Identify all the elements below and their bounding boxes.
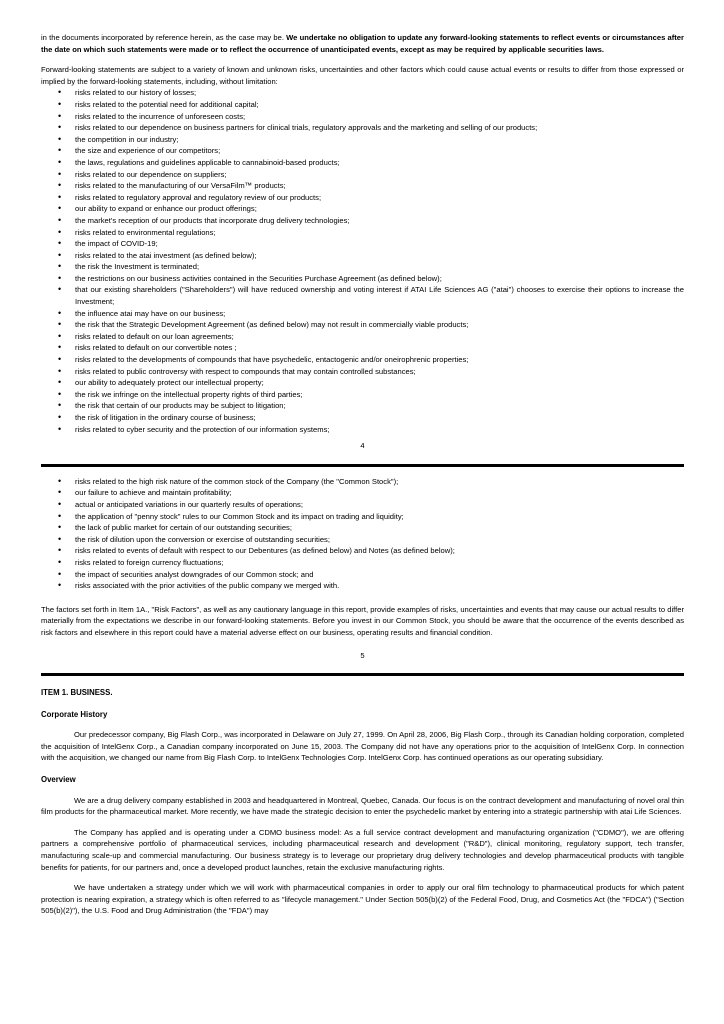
list-item: • the risk that the Strategic Development Agreement (as defined below) may not result in commercially viable products;: [41, 319, 684, 331]
overview-paragraph-3: We have undertaken a strategy under which we will work with pharmaceutical companies in order to apply our oral film technology to pharmaceutical products for which patent protection is nearing expiration, a strategy which is often referred to as "lifecycle management." Under Section 505(b)(2) of the Federal Food, Drug, and Cosmetics Act (the "FDCA") ("Section 505(b)(2)"), the U.S. Food and Drug Administration (the "FDA") may: [41, 883, 684, 916]
intro-text: in the documents incorporated by reference herein, as the case may be.: [41, 33, 287, 42]
list-item: • the impact of securities analyst downgrades of our Common stock; and: [41, 569, 684, 581]
overview-paragraph-2: The Company has applied and is operating under a CDMO business model: As a full service contract development and manufacturing organization ("CDMO"), we are offering partners a comprehensive portfolio of pharmaceutical services, including pharmaceutical research and development ("R&D"), clinical monitoring, regulatory support, tech transfer, manufacturing scale-up and commercial manufacturing. Our business strategy is to leverage our proprietary drug delivery technologies and develop pharmaceutical products with tangible benefits for patients, for our partners and, once a developed product launches, retain the exclusive manufacturing rights.: [41, 827, 684, 872]
list-item: • risks related to environmental regulations;: [41, 227, 684, 239]
list-item: • risks related to events of default with respect to our Debentures (as defined below) and Notes (as defined below);: [41, 545, 684, 557]
list-item: • the risk we infringe on the intellectual property rights of third parties;: [41, 389, 684, 401]
page-number: 4: [360, 441, 365, 451]
intro-paragraph: [41, 32, 684, 55]
list-item: • the market's reception of our products that incorporate drug delivery technologies;: [41, 215, 684, 227]
list-item: • risks related to the high risk nature of the common stock of the Company (the "Common Stock");: [41, 476, 684, 488]
risks-intro-paragraph: Forward-looking statements are subject to a variety of known and unknown risks, uncertainties and other factors which could cause actual events or results to differ from those expressed or implied by the forward-looking statements, including, without limitation:: [41, 65, 684, 86]
page-divider: [41, 673, 684, 676]
list-item: • risks associated with the prior activities of the public company we merged with.: [41, 580, 684, 592]
page-number: 5: [360, 650, 365, 660]
list-item: • the risk the Investment is terminated;: [41, 261, 684, 273]
list-item: • risks related to the potential need for additional capital;: [41, 99, 684, 111]
list-item: • the application of "penny stock" rules to our Common Stock and its impact on trading and liquidity;: [41, 511, 684, 523]
list-item: • risks related to default on our convertible notes ;: [41, 342, 684, 354]
list-item: • the competition in our industry;: [41, 134, 684, 146]
list-item: • risks related to our dependence on business partners for clinical trials, regulatory approvals and the marketing and selling of our products;: [41, 122, 684, 134]
overview-paragraph-1: We are a drug delivery company established in 2003 and headquartered in Montreal, Quebec, Canada. Our focus is on the contract development and manufacturing of novel oral thin film products for the pharmaceutical market. More recently, we have made the strategic decision to enter the psychedelic market by entering into a strategic partnership with atai Life Sciences.: [41, 795, 684, 817]
overview-heading: Overview: [41, 775, 76, 785]
list-item: • risks related to the manufacturing of our VersaFilm™ products;: [41, 180, 684, 192]
list-item: • that our existing shareholders ("Shareholders") will have reduced ownership and voting interest if ATAI Life Sciences AG ("atai") chooses to exercise their options to increase the Investment;: [41, 284, 684, 307]
list-item: • risks related to public controversy with respect to compounds that may contain controlled substances;: [41, 366, 684, 378]
list-item: • the lack of public market for certain of our outstanding securities;: [41, 522, 684, 534]
document-page: [41, 32, 684, 917]
list-item: • risks related to our dependence on suppliers;: [41, 169, 684, 181]
list-item: • the restrictions on our business activities contained in the Securities Purchase Agreement (as defined below);: [41, 273, 684, 285]
list-item: • the risk of litigation in the ordinary course of business;: [41, 412, 684, 424]
list-item: • risks related to regulatory approval and regulatory review of our products;: [41, 192, 684, 204]
list-item: • actual or anticipated variations in our quarterly results of operations;: [41, 499, 684, 511]
list-item: • risks related to foreign currency fluctuations;: [41, 557, 684, 569]
factors-paragraph: The factors set forth in Item 1A., "Risk Factors", as well as any cautionary language in this report, provide examples of risks, uncertainties and events that may cause our actual results to differ materially from the expectations we describe in our forward-looking statements. Before you invest in our Common Stock, you should be aware that the occurrence of the events described as risk factors and elsewhere in this report could have a material adverse effect on our business, operating results and financial condition.: [41, 604, 684, 637]
risks-list-2: [41, 476, 684, 592]
list-item: • risks related to our history of losses;: [41, 87, 684, 99]
list-item: • our failure to achieve and maintain profitability;: [41, 487, 684, 499]
list-item: • the size and experience of our competitors;: [41, 145, 684, 157]
risks-list-1: [41, 87, 684, 435]
list-item: • the risk that certain of our products may be subject to litigation;: [41, 400, 684, 412]
corporate-history-heading: Corporate History: [41, 709, 108, 719]
list-item: • risks related to the developments of compounds that have psychedelic, entactogenic and/or oneirophrenic properties;: [41, 354, 684, 366]
list-item: • the risk of dilution upon the conversion or exercise of outstanding securities;: [41, 534, 684, 546]
page-divider: [41, 464, 684, 467]
list-item: • the impact of COVID-19;: [41, 238, 684, 250]
list-item: • risks related to default on our loan agreements;: [41, 331, 684, 343]
list-item: • risks related to the atai investment (as defined below);: [41, 250, 684, 262]
list-item: • the influence atai may have on our business;: [41, 308, 684, 320]
list-item: • risks related to the incurrence of unforeseen costs;: [41, 111, 684, 123]
list-item: • our ability to expand or enhance our product offerings;: [41, 203, 684, 215]
list-item: • the laws, regulations and guidelines applicable to cannabinoid-based products;: [41, 157, 684, 169]
intro-bold-text: We undertake no obligation to update any forward-looking statements to reflect events or circumstances after the date on which such statements were made or to reflect the occurrence of unanticipated events, except as may be required by applicable securities laws.: [41, 33, 684, 54]
item-heading: ITEM 1. BUSINESS.: [41, 688, 113, 698]
history-paragraph: Our predecessor company, Big Flash Corp., was incorporated in Delaware on July 27, 1999. On April 28, 2006, Big Flash Corp., through its Canadian holding corporation, completed the acquisition of IntelGenx Corp., a Canadian company incorporated on June 15, 2003. The Company did not have any operations prior to the acquisition of IntelGenx Corp. In connection with the acquisition, we changed our name from Big Flash Corp. to IntelGenx Technologies Corp. IntelGenx Corp. has continued operations as our operating subsidiary.: [41, 730, 684, 763]
list-item: • risks related to cyber security and the protection of our information systems;: [41, 424, 684, 436]
list-item: • our ability to adequately protect our intellectual property;: [41, 377, 684, 389]
